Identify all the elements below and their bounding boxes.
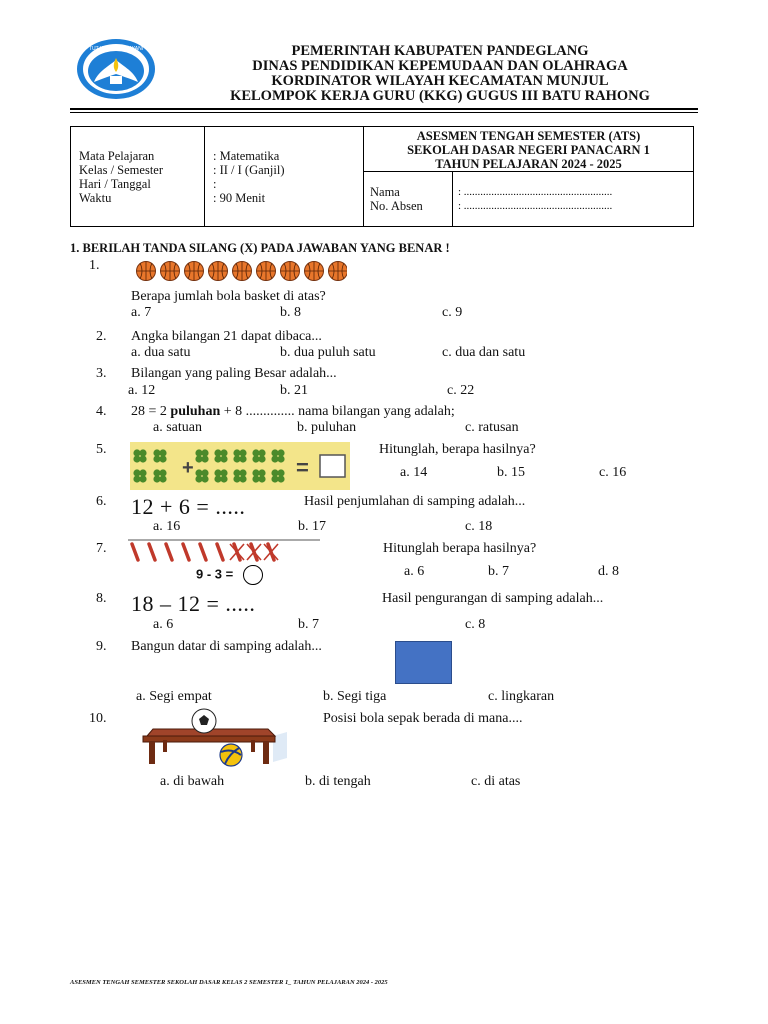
q7-number: 7. xyxy=(96,541,107,556)
header-line-3: KORDINATOR WILAYAH KECAMATAN MUNJUL xyxy=(271,73,609,89)
q9-question: Bangun datar di samping adalah... xyxy=(131,639,322,654)
q10-option-a[interactable]: a. di bawah xyxy=(160,774,225,789)
q7-option-a[interactable]: a. 6 xyxy=(404,564,425,579)
q3-option-c[interactable]: c. 22 xyxy=(447,383,475,398)
q8-number: 8. xyxy=(96,591,107,606)
q1-option-a[interactable]: a. 7 xyxy=(131,305,152,320)
header-line-4: KELOMPOK KERJA GURU (KKG) GUGUS III BATU RAHONG xyxy=(230,88,650,104)
student-values-cell xyxy=(453,172,694,227)
svg-text:+: + xyxy=(182,457,194,479)
absen-field[interactable]: : ...................................................... xyxy=(458,200,613,212)
q7-question: Hitunglah berapa hasilnya? xyxy=(383,541,537,556)
logo-text: TUT WURI HANDAYANI xyxy=(88,46,144,52)
q9-option-a[interactable]: a. Segi empat xyxy=(136,689,212,704)
q4-number: 4. xyxy=(96,404,107,419)
exam-info-table xyxy=(70,126,694,227)
value-hari-tanggal: : xyxy=(213,177,217,191)
q7-expression xyxy=(196,565,263,585)
q8-expression: 18 – 12 = ..... xyxy=(131,591,256,616)
q2-option-a[interactable]: a. dua satu xyxy=(131,345,191,360)
basketball-icon xyxy=(185,262,204,281)
q10-number: 10. xyxy=(89,711,107,726)
q4-question xyxy=(131,404,455,420)
nama-field[interactable]: : ...................................................... xyxy=(458,186,613,198)
value-kelas-semester: : II / I (Ganjil) xyxy=(213,163,285,177)
basketball-icon xyxy=(329,262,348,281)
basketball-icon xyxy=(305,262,324,281)
q3-option-a[interactable]: a. 12 xyxy=(128,383,156,398)
basketballs-image xyxy=(135,261,347,281)
q2-option-c[interactable]: c. dua dan satu xyxy=(442,345,526,360)
section-instruction: 1. BERILAH TANDA SILANG (X) PADA JAWABAN YANG BENAR ! xyxy=(70,241,450,255)
q6-option-b[interactable]: b. 17 xyxy=(298,519,326,534)
q1-option-b[interactable]: b. 8 xyxy=(280,305,301,320)
q6-question: Hasil penjumlahan di samping adalah... xyxy=(304,494,526,509)
header-line-1: PEMERINTAH KABUPATEN PANDEGLANG xyxy=(291,43,589,59)
cross-mark-icon xyxy=(230,544,244,560)
q9-number: 9. xyxy=(96,639,107,654)
q10-question: Posisi bola sepak berada di mana.... xyxy=(323,711,523,726)
q7-option-b[interactable]: b. 7 xyxy=(488,564,509,579)
q3-question: Bilangan yang paling Besar adalah... xyxy=(131,366,337,381)
q5-option-a[interactable]: a. 14 xyxy=(400,465,428,480)
q4-text-post: + 8 .............. nama bilangan yang adalah; xyxy=(220,404,455,419)
q4-option-a[interactable]: a. satuan xyxy=(153,420,202,435)
q4-option-b[interactable]: b. puluhan xyxy=(297,420,357,435)
table-and-balls-image xyxy=(135,708,287,770)
pencil-icon xyxy=(149,544,155,560)
q4-text-pre: 28 = 2 xyxy=(131,404,171,419)
q5-option-b[interactable]: b. 15 xyxy=(497,465,525,480)
header-rule-thick xyxy=(70,108,698,110)
info-labels-cell xyxy=(71,127,205,227)
q3-option-b[interactable]: b. 21 xyxy=(280,383,308,398)
q4-text-bold: puluhan xyxy=(170,404,221,419)
q3-number: 3. xyxy=(96,366,107,381)
basketball-icon xyxy=(281,262,300,281)
empty-answer-circle xyxy=(243,565,263,585)
value-mata-pelajaran: : Matematika xyxy=(213,149,280,163)
label-nama: Nama xyxy=(370,185,400,199)
q4-option-c[interactable]: c. ratusan xyxy=(465,420,519,435)
label-hari-tanggal: Hari / Tanggal xyxy=(79,177,151,191)
q8-question: Hasil pengurangan di samping adalah... xyxy=(382,591,604,606)
q2-number: 2. xyxy=(96,329,107,344)
basketball-icon xyxy=(257,262,276,281)
pencil-icon xyxy=(217,544,223,560)
q1-question: Berapa jumlah bola basket di atas? xyxy=(131,289,326,304)
q7-option-c[interactable]: d. 8 xyxy=(598,564,619,579)
q6-option-a[interactable]: a. 16 xyxy=(153,519,181,534)
q8-option-b[interactable]: b. 7 xyxy=(298,617,319,632)
q10-option-b[interactable]: b. di tengah xyxy=(305,774,371,789)
q5-question: Hitunglah, berapa hasilnya? xyxy=(379,442,536,457)
pencil-icon xyxy=(132,544,138,560)
exam-title-1: ASESMEN TENGAH SEMESTER (ATS) xyxy=(416,129,641,143)
exam-title-cell xyxy=(364,127,694,172)
info-values-cell xyxy=(205,127,364,227)
exam-title-3: TAHUN PELAJARAN 2024 - 2025 xyxy=(435,157,622,171)
q7-expression-text: 9 - 3 = xyxy=(196,566,234,582)
q1-number: 1. xyxy=(89,258,100,273)
tut-wuri-logo xyxy=(76,38,156,100)
value-waktu: : 90 Menit xyxy=(213,191,266,205)
q5-option-c[interactable]: c. 16 xyxy=(599,465,627,480)
q6-expression: 12 + 6 = ..... xyxy=(131,494,246,519)
svg-text:=: = xyxy=(296,455,309,480)
header-rule-thin xyxy=(70,112,698,113)
q1-option-c[interactable]: c. 9 xyxy=(442,305,463,320)
pencil-icon xyxy=(183,544,189,560)
q9-option-c[interactable]: c. lingkaran xyxy=(488,689,555,704)
basketball-icon xyxy=(137,262,156,281)
q9-option-b[interactable]: b. Segi tiga xyxy=(323,689,387,704)
label-kelas-semester: Kelas / Semester xyxy=(79,163,164,177)
q5-number: 5. xyxy=(96,442,107,457)
basketball-icon xyxy=(233,262,252,281)
q2-option-b[interactable]: b. dua puluh satu xyxy=(280,345,376,360)
cross-mark-icon xyxy=(264,544,278,560)
exam-title-2: SEKOLAH DASAR NEGERI PANACARN 1 xyxy=(407,143,650,157)
basketball-icon xyxy=(209,262,228,281)
q2-question: Angka bilangan 21 dapat dibaca... xyxy=(131,329,322,344)
pencil-icon xyxy=(166,544,172,560)
clover-addition-image xyxy=(130,442,350,490)
cross-mark-icon xyxy=(247,544,261,560)
header-line-2: DINAS PENDIDIKAN KEPEMUDAAN DAN OLAHRAGA xyxy=(252,58,628,74)
student-labels-cell xyxy=(364,172,453,227)
q6-option-c[interactable]: c. 18 xyxy=(465,519,493,534)
q8-option-a[interactable]: a. 6 xyxy=(153,617,174,632)
label-waktu: Waktu xyxy=(79,191,112,205)
page-footer: ASESMEN TENGAH SEMESTER SEKOLAH DASAR KELAS 2 SEMESTER 1_ TAHUN PELAJARAN 2024 - 2025 xyxy=(70,979,388,986)
q10-option-c[interactable]: c. di atas xyxy=(471,774,521,789)
label-no-absen: No. Absen xyxy=(370,199,423,213)
q6-number: 6. xyxy=(96,494,107,509)
q8-option-c[interactable]: c. 8 xyxy=(465,617,486,632)
basketball-icon xyxy=(161,262,180,281)
label-mata-pelajaran: Mata Pelajaran xyxy=(79,149,155,163)
pencil-icon xyxy=(200,544,206,560)
blue-square-shape xyxy=(395,641,452,684)
